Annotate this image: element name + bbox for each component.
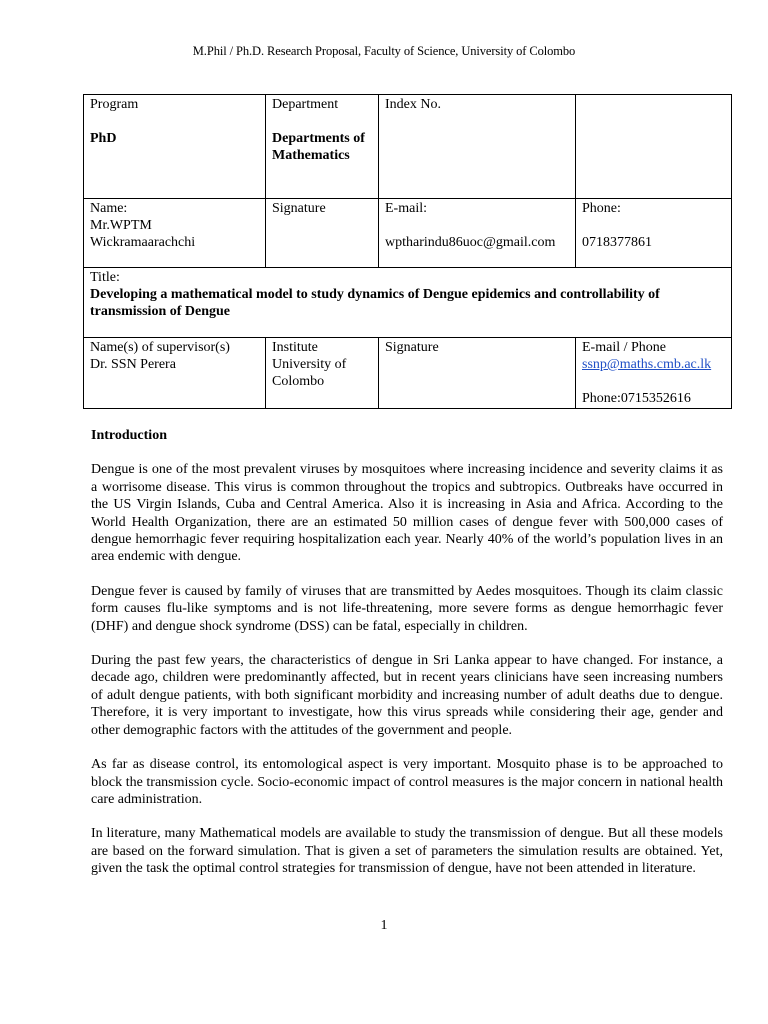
email-value: wptharindu86uoc@gmail.com (385, 235, 556, 250)
supervisor-value: Dr. SSN Perera (90, 357, 176, 372)
index-label: Index No. (385, 97, 441, 112)
supervisor-phone: Phone:0715352616 (582, 391, 691, 406)
intro-paragraph: As far as disease control, its entomological aspect is very important. Mosquito phase is to be approached to block the transmission cycle. Socio-economic impact of control measures is the major concern in national health care administration. (91, 757, 723, 807)
supervisor-email-link[interactable]: ssnp@maths.cmb.ac.lk (582, 357, 712, 372)
introduction-section (91, 427, 723, 895)
signature-label: Signature (272, 201, 326, 216)
intro-paragraph: Dengue fever is caused by family of viruses that are transmitted by Aedes mosquitoes. Though its claim classic form causes flu-like symptoms and is not life-threatening, more severe forms as dengue hemorrhagic fever (DHF) and dengue shock syndrome (DSS) can be fatal, especially in children. (91, 583, 723, 634)
title-label: Title: (90, 270, 120, 285)
name-row (84, 199, 732, 268)
name-value-line2: Wickramaarachchi (90, 235, 196, 250)
intro-paragraph: In literature, many Mathematical models are available to study the transmission of dengue. But all these models are based on the forward simulation. That is given a set of parameters the simulation results are obtained. Yet, given the task the optimal control strategies for transmission of dengue, have not been attended in literature. (91, 826, 723, 877)
phone-value: 0718377861 (582, 235, 652, 250)
proposal-info-table (83, 94, 732, 409)
name-label: Name: (90, 201, 128, 216)
supervisor-signature-label: Signature (385, 340, 439, 355)
name-value-line1: Mr.WPTM (90, 218, 152, 233)
page-header: M.Phil / Ph.D. Research Proposal, Faculty of Science, University of Colombo (192, 44, 576, 58)
email-label: E-mail: (385, 201, 427, 216)
program-value: PhD (90, 131, 117, 146)
program-row (84, 95, 732, 199)
introduction-heading: Introduction (91, 428, 167, 443)
title-value: Developing a mathematical model to study dynamics of Dengue epidemics and controllability of transmission of Dengue (90, 287, 660, 319)
phone-label: Phone: (582, 201, 621, 216)
index-value-cell (576, 95, 732, 199)
intro-paragraph: Dengue is one of the most prevalent viruses by mosquitoes where increasing incidence and severity claims it as a worrisome disease. This virus is common throughout the tropics and subtropics. Outbreaks have occurred in the US Virgin Islands, Cuba and Central America. Also it is increasing in Asia and Africa. According to the World Health Organization, there are an estimated 50 million cases of dengue fever with 500,000 cases of dengue hemorrhagic fever requiring hospitalization each year. Nearly 40% of the world’s population lives in an area endemic with dengue. (91, 462, 723, 565)
department-value: Departments of Mathematics (272, 131, 365, 163)
title-row (84, 268, 732, 338)
page-number: 1 (380, 918, 388, 933)
institute-value: University of Colombo (272, 357, 347, 389)
supervisor-label: Name(s) of supervisor(s) (90, 340, 230, 355)
department-label: Department (272, 97, 339, 112)
supervisor-email-phone-label: E-mail / Phone (582, 340, 666, 355)
institute-label: Institute (272, 340, 318, 355)
supervisor-row (84, 338, 732, 409)
intro-paragraph: During the past few years, the characteristics of dengue in Sri Lanka appear to have changed. For instance, a decade ago, children were predominantly affected, but in recent years clinicians have seen increasing numbers of adult dengue patients, with both significant morbidity and increasing number of adult deaths due to dengue. Therefore, it is very important to investigate, how this virus spreads while considering their age, gender and other demographic factors with the attitudes of the government and people. (91, 653, 723, 738)
program-label: Program (90, 97, 139, 112)
